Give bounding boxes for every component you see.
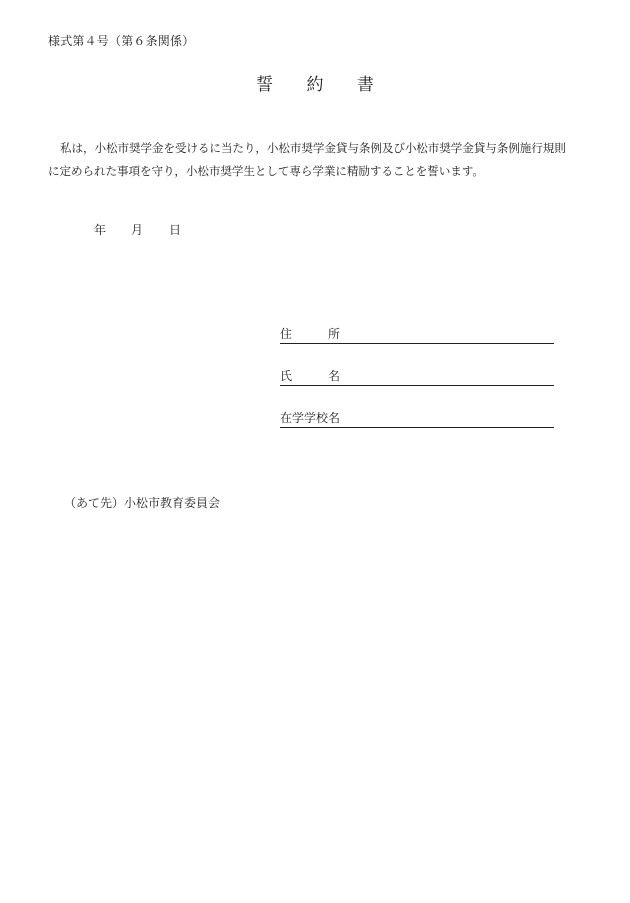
name-label-char: 名 [327, 369, 340, 383]
date-day-label: 日 [169, 223, 182, 237]
address-label-char: 所 [327, 327, 340, 341]
pledge-line: に定められた事項を守り，小松市奨学生として専ら学業に精励することを誓います。 [48, 164, 484, 178]
pledge-line: 私は，小松市奨学金を受けるに当たり，小松市奨学金貸与条例及び小松市奨学金貸与条例施行規則 [60, 141, 566, 155]
title-char: 書 [356, 75, 374, 95]
school-label: 在学学校名 [280, 411, 341, 425]
address-label [280, 326, 340, 342]
date-line [94, 222, 181, 238]
address-field[interactable] [280, 326, 554, 344]
title-char: 約 [306, 75, 324, 95]
date-month-label: 月 [131, 223, 144, 237]
name-label-char: 氏 [280, 369, 293, 383]
name-field[interactable] [280, 368, 554, 386]
name-label [280, 368, 340, 384]
document-title [0, 74, 630, 96]
school-field[interactable] [280, 410, 554, 428]
pledge-text [48, 137, 582, 183]
form-number: 様式第４号（第６条関係） [48, 34, 195, 48]
date-year-label: 年 [94, 223, 107, 237]
addressee: （あて先）小松市教育委員会 [64, 496, 221, 510]
title-char: 誓 [256, 75, 274, 95]
address-label-char: 住 [280, 327, 293, 341]
